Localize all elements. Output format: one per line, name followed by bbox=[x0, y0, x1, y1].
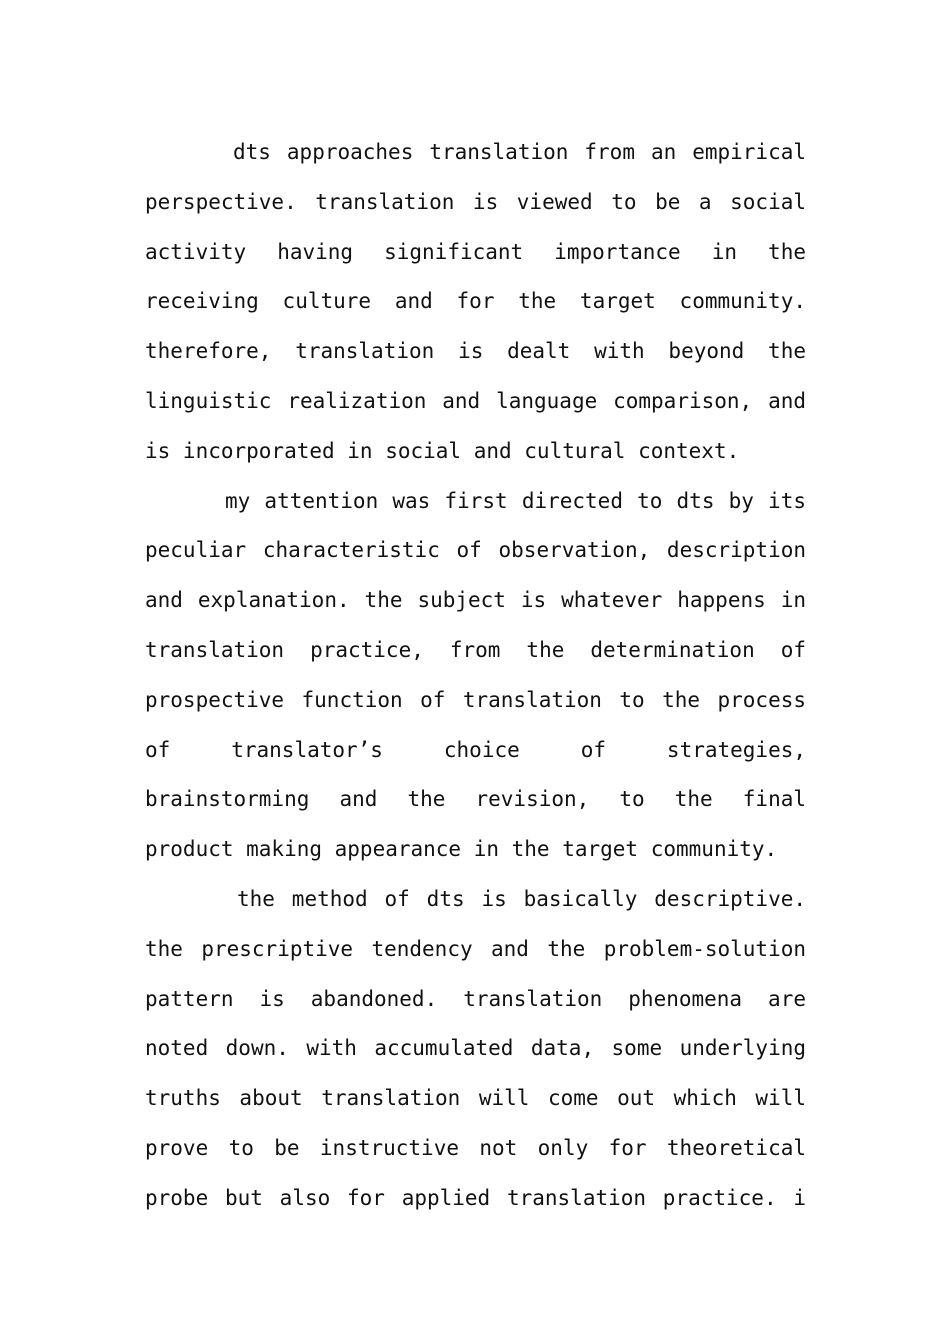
text-line: activity having significant importance in the bbox=[145, 239, 806, 264]
text-line: truths about translation will come out which will bbox=[145, 1086, 806, 1111]
text-line: is incorporated in social and cultural context. bbox=[145, 438, 740, 463]
text-line: receiving culture and for the target community. bbox=[145, 289, 806, 314]
text-line: brainstorming and the revision, to the final bbox=[145, 787, 806, 812]
text-line: peculiar characteristic of observation, description bbox=[145, 538, 806, 563]
text-line: probe but also for applied translation practice. i bbox=[145, 1185, 806, 1210]
text-line: the method of dts is basically descriptive. bbox=[237, 886, 806, 911]
text-line: product making appearance in the target community. bbox=[145, 837, 778, 862]
text-line: of translator’s choice of strategies, bbox=[145, 737, 806, 762]
text-line: linguistic realization and language comparison, and bbox=[145, 388, 806, 413]
text-line: prove to be instructive not only for theoretical bbox=[145, 1135, 806, 1160]
text-line: my attention was first directed to dts by its bbox=[225, 488, 806, 513]
text-line: translation practice, from the determination of bbox=[145, 637, 806, 662]
text-line: prospective function of translation to the process bbox=[145, 687, 806, 712]
paragraph-3 bbox=[145, 875, 806, 1224]
text-line: the prescriptive tendency and the problem-solution bbox=[145, 936, 806, 961]
paragraph-1 bbox=[145, 128, 806, 477]
text-line: and explanation. the subject is whatever happens in bbox=[145, 588, 806, 613]
text-line: dts approaches translation from an empirical bbox=[233, 140, 806, 164]
text-line: noted down. with accumulated data, some underlying bbox=[145, 1036, 806, 1061]
text-line: perspective. translation is viewed to be a social bbox=[145, 189, 806, 214]
text-line: therefore, translation is dealt with beyond the bbox=[145, 339, 806, 364]
body-text bbox=[145, 128, 806, 1224]
text-line: pattern is abandoned. translation phenomena are bbox=[145, 986, 806, 1011]
paragraph-2 bbox=[145, 477, 806, 875]
